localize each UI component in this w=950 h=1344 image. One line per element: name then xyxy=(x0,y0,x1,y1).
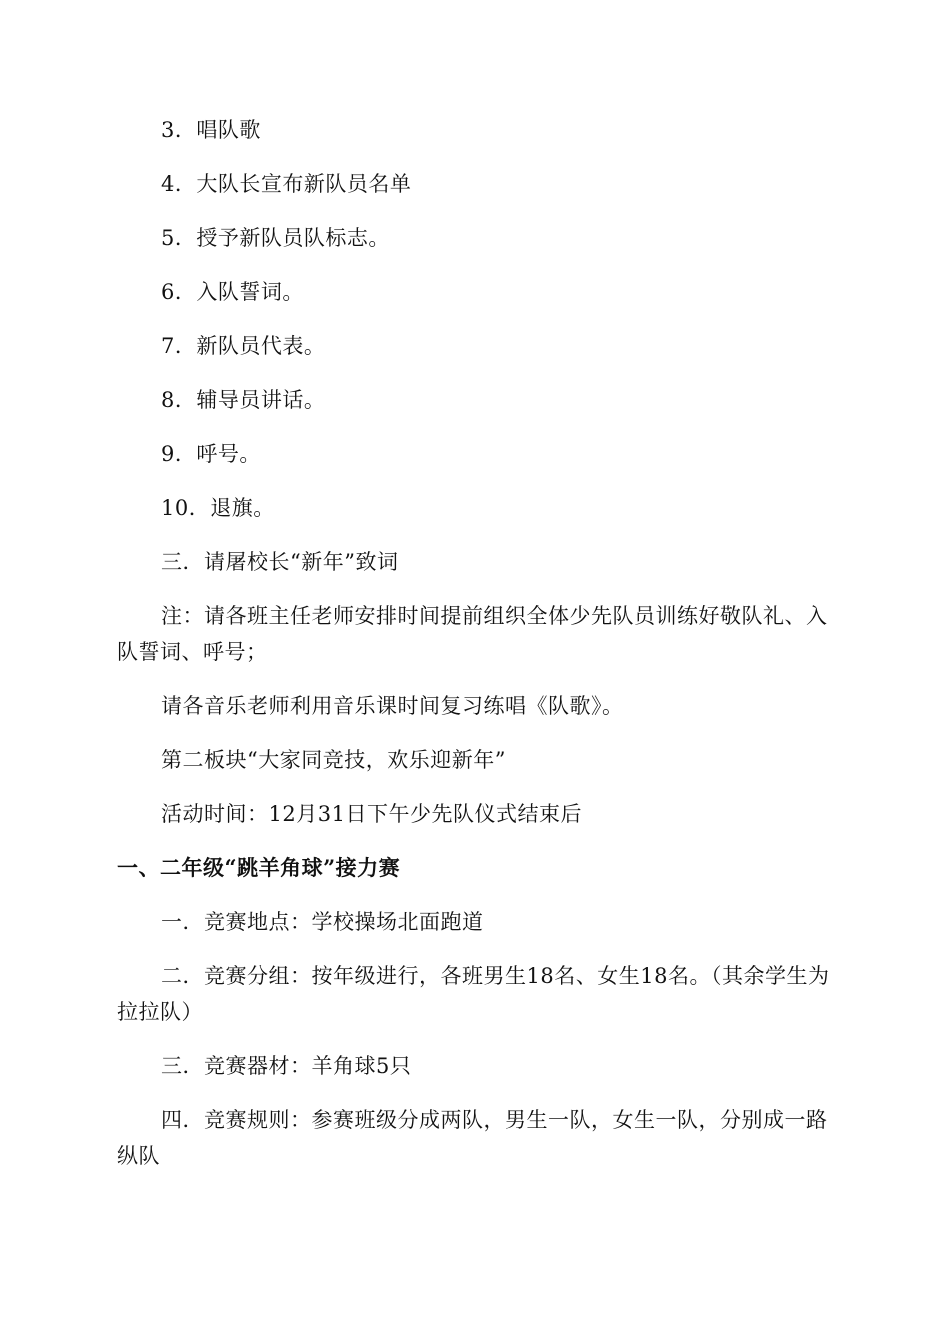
list-item-slogan: 9．呼号。 xyxy=(161,442,261,466)
list-item-award-badges: 5．授予新队员队标志。 xyxy=(161,226,390,250)
relay-race-heading: 一、二年级“跳羊角球”接力赛 xyxy=(117,855,401,880)
competition-groups: 二．竞赛分组：按年级进行，各班男生18名、女生18名。（其余学生为拉拉队） xyxy=(117,964,830,1024)
competition-location: 一．竞赛地点：学校操场北面跑道 xyxy=(161,910,484,934)
section-principal-speech: 三．请屠校长“新年”致词 xyxy=(161,550,399,574)
list-item-member-representative: 7．新队员代表。 xyxy=(161,334,326,358)
list-item-announce-members: 4．大队长宣布新队员名单 xyxy=(161,172,412,196)
list-item-oath: 6．入队誓词。 xyxy=(161,280,304,304)
activity-time: 活动时间：12月31日下午少先队仪式结束后 xyxy=(161,802,582,826)
competition-equipment: 三．竞赛器材：羊角球5只 xyxy=(161,1054,412,1078)
list-item-sing-anthem: 3．唱队歌 xyxy=(161,118,261,142)
document-body xyxy=(117,112,837,1192)
list-item-flag-retire: 10．退旗。 xyxy=(161,496,275,520)
list-item-counselor-speech: 8．辅导员讲话。 xyxy=(161,388,326,412)
note-paragraph: 注：请各班主任老师安排时间提前组织全体少先队员训练好敬队礼、入队誓词、呼号； xyxy=(117,604,828,664)
section-two-title: 第二板块“大家同竞技，欢乐迎新年” xyxy=(161,748,506,772)
music-teacher-note: 请各音乐老师利用音乐课时间复习练唱《队歌》。 xyxy=(161,694,624,718)
competition-rules: 四．竞赛规则：参赛班级分成两队，男生一队，女生一队，分别成一路纵队 xyxy=(117,1108,828,1168)
